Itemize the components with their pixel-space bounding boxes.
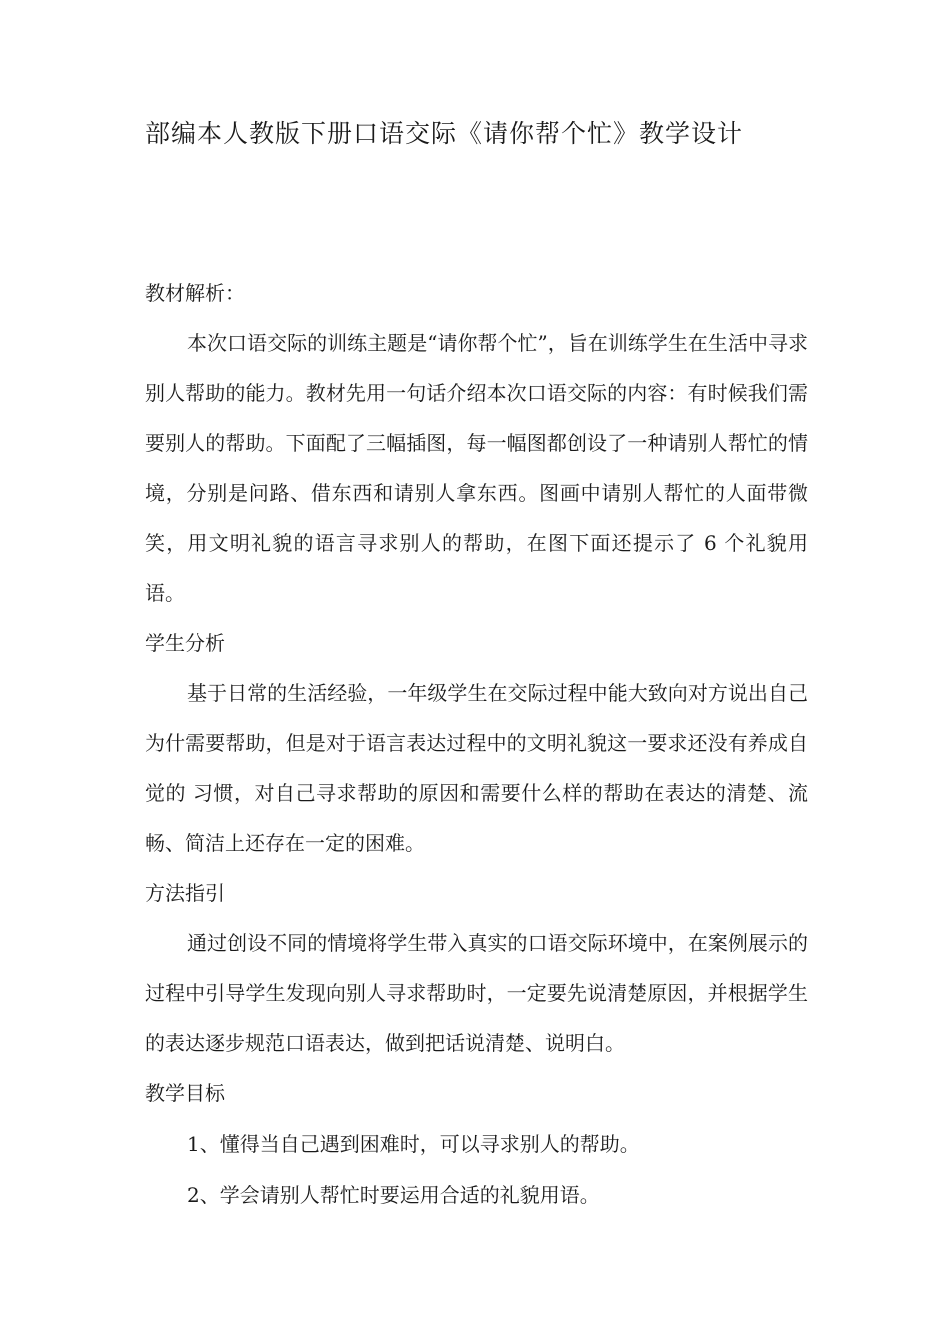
- paragraph-textbook-analysis: 本次口语交际的训练主题是“请你帮个忙”，旨在训练学生在生活中寻求别人帮助的能力。教材先用一句话介绍本次口语交际的内容：有时候我们需要别人的帮助。下面配了三幅插图，每一幅图都创设了一种请别人帮忙的情境，分别是问路、借东西和请别人拿东西。图画中请别人帮忙的人面带微笑，用文明礼貌的语言寻求别人的帮助，在图下面还提示了 6 个礼貌用语。: [145, 331, 808, 605]
- document-body: [145, 268, 808, 1221]
- document-title: 部编本人教版下册口语交际《请你帮个忙》教学设计: [145, 119, 744, 148]
- section-heading-method-guidance: 方法指引: [145, 881, 225, 905]
- goal-list-item: 1、懂得当自己遇到困难时，可以寻求别人的帮助。: [187, 1132, 640, 1156]
- goal-list-item: 2、学会请别人帮忙时要运用合适的礼貌用语。: [187, 1183, 600, 1207]
- section-heading-teaching-goals: 教学目标: [145, 1081, 225, 1105]
- paragraph-student-analysis: 基于日常的生活经验，一年级学生在交际过程中能大致向对方说出自己为什需要帮助，但是对于语言表达过程中的文明礼貌这一要求还没有养成自觉的 习惯，对自己寻求帮助的原因和需要什么样的帮助在表达的清楚、流畅、简洁上还存在一定的困难。: [145, 681, 808, 855]
- paragraph-method-guidance: 通过创设不同的情境将学生带入真实的口语交际环境中，在案例展示的过程中引导学生发现向别人寻求帮助时，一定要先说清楚原因，并根据学生的表达逐步规范口语表达，做到把话说清楚、说明白。: [145, 931, 808, 1055]
- section-heading-textbook-analysis: 教材解析：: [145, 281, 245, 305]
- section-heading-student-analysis: 学生分析: [145, 631, 225, 655]
